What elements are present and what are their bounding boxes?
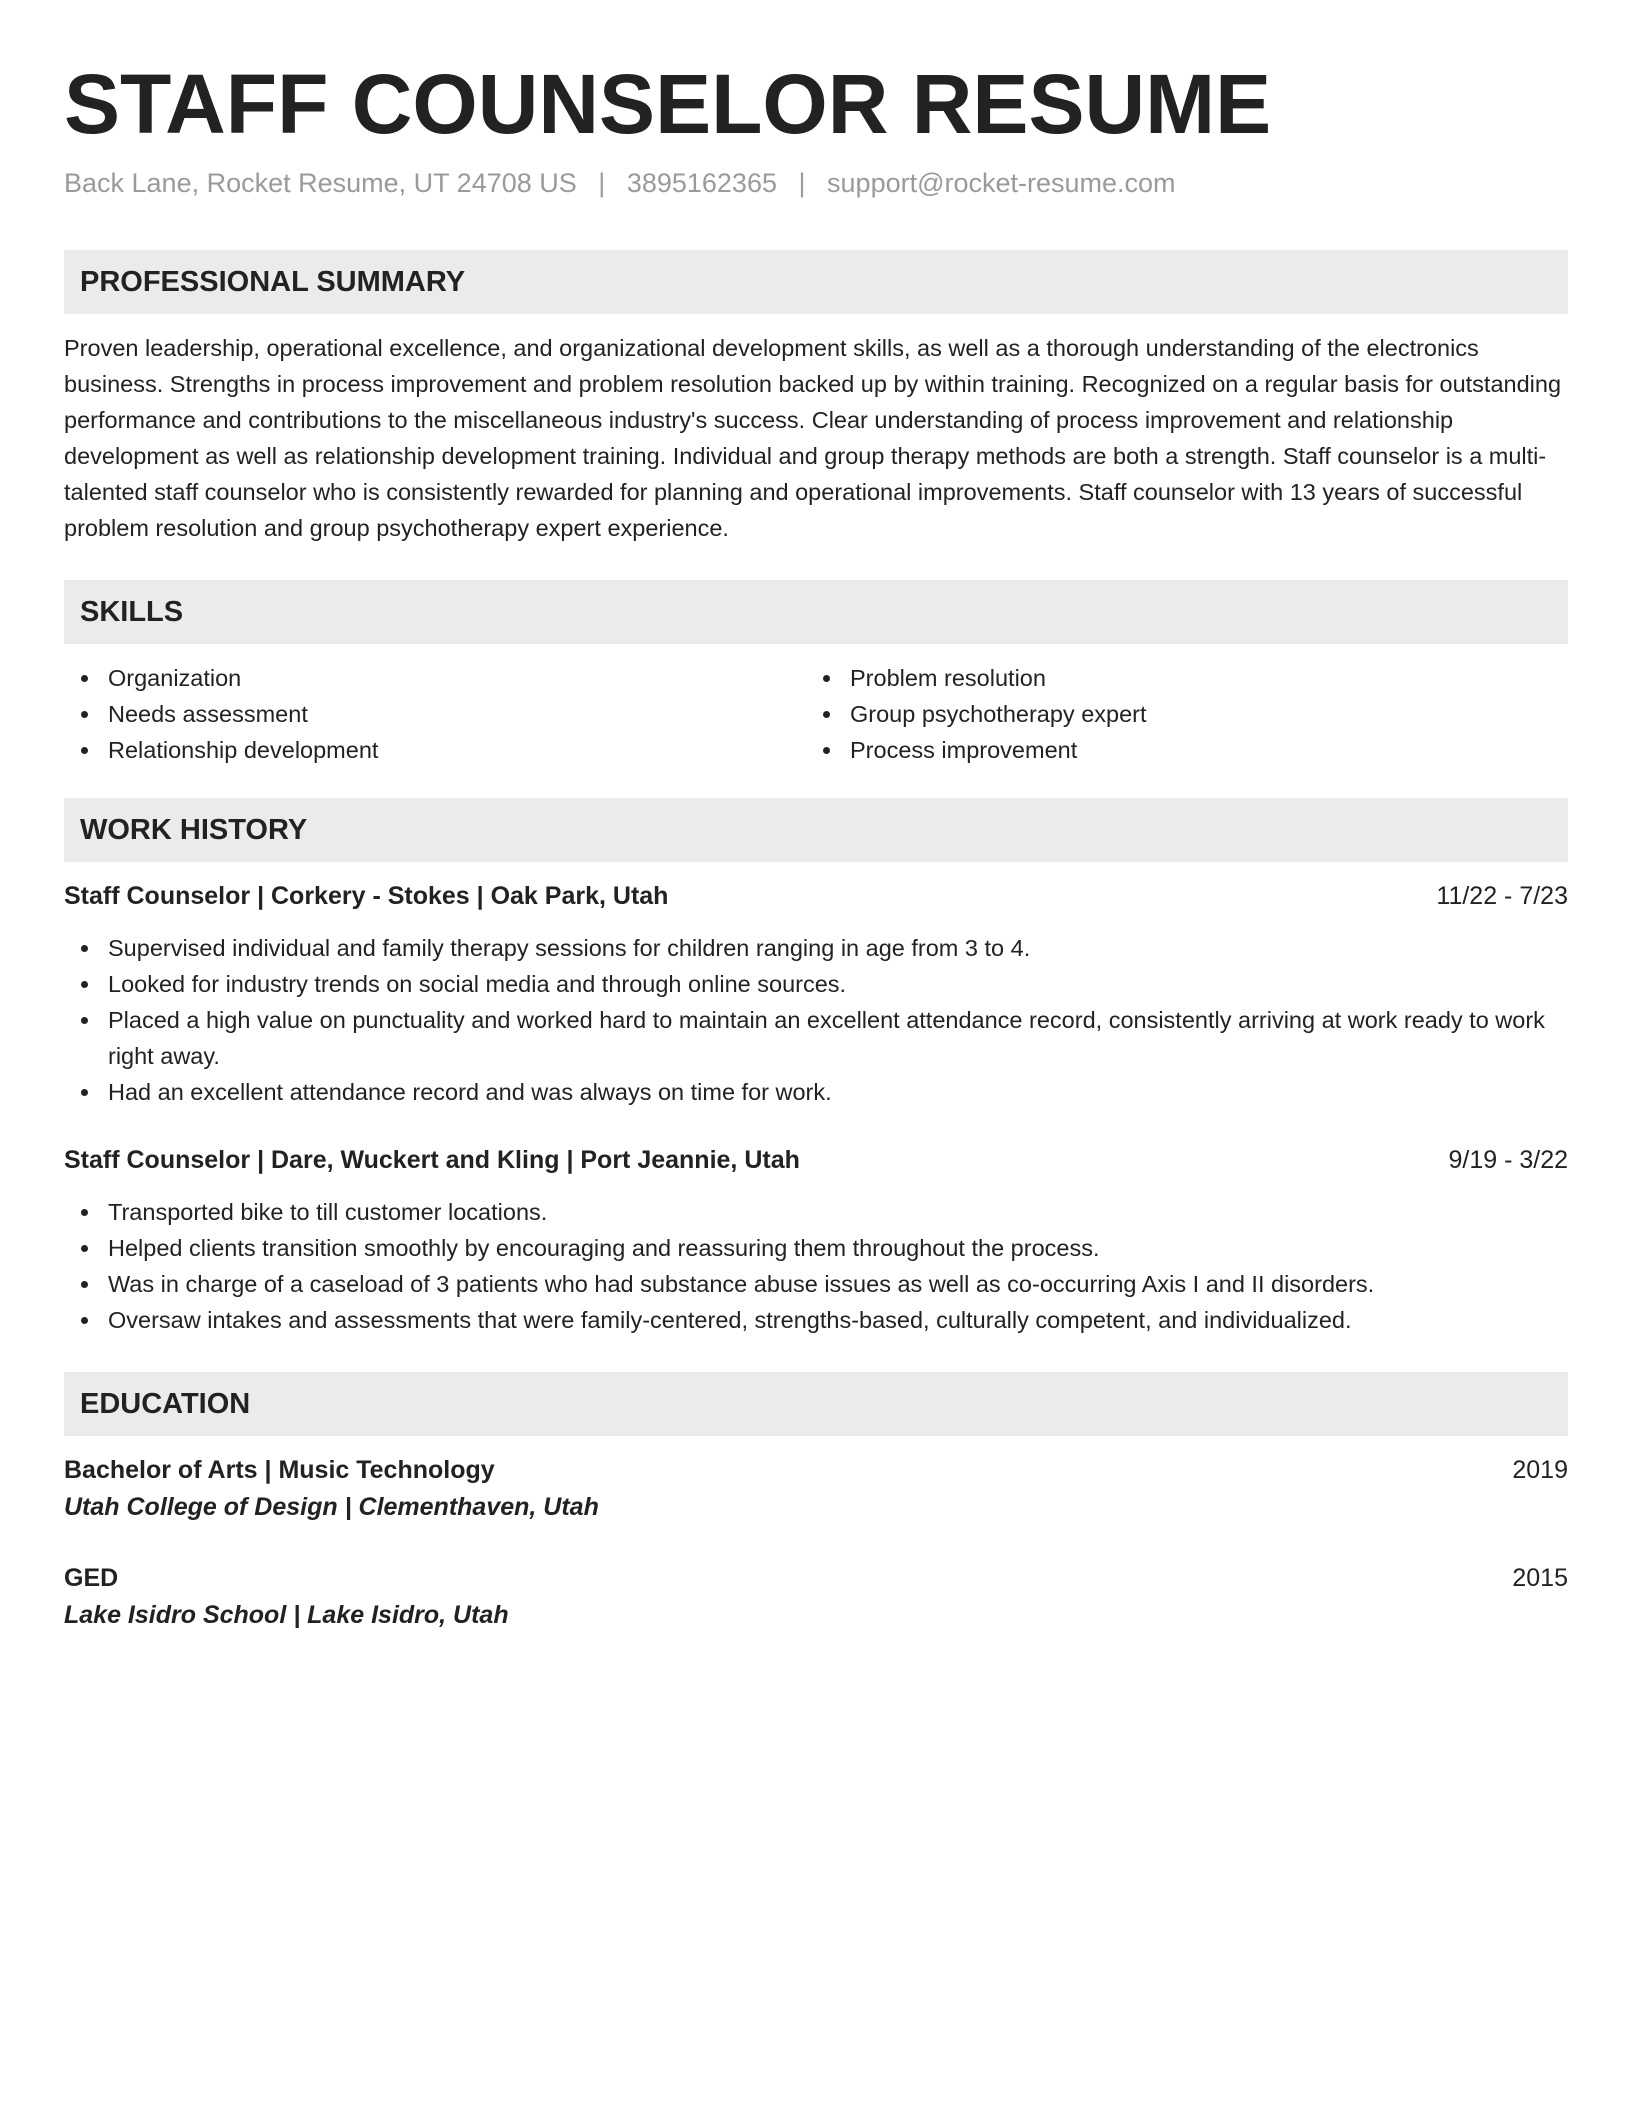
job-bullets xyxy=(64,1194,1568,1338)
bullet-icon xyxy=(81,1281,88,1288)
skill-label: Group psychotherapy expert xyxy=(850,701,1147,727)
bullet-icon xyxy=(81,747,88,754)
job-title: Staff Counselor | Dare, Wuckert and Kling | Port Jeannie, Utah xyxy=(64,1146,800,1174)
bullet-icon xyxy=(81,711,88,718)
bullet-icon xyxy=(81,675,88,682)
skill-item xyxy=(64,696,806,732)
education-header xyxy=(64,1560,1568,1596)
job-title: Staff Counselor | Corkery - Stokes | Oak Park, Utah xyxy=(64,882,669,910)
job-dates: 9/19 - 3/22 xyxy=(1448,1146,1568,1174)
job-bullet xyxy=(64,930,1568,966)
education-year: 2019 xyxy=(1512,1456,1568,1484)
skill-label: Process improvement xyxy=(850,737,1078,763)
education-year: 2015 xyxy=(1512,1564,1568,1592)
skill-item xyxy=(806,696,1548,732)
job-bullet-text: Looked for industry trends on social media and through online sources. xyxy=(108,971,847,997)
job-bullet xyxy=(64,1194,1568,1230)
bullet-icon xyxy=(81,1017,88,1024)
education-degree: GED xyxy=(64,1564,119,1592)
resume-page xyxy=(64,54,1568,1634)
education-school: Utah College of Design | Clementhaven, Utah xyxy=(64,1493,599,1521)
professional-summary-text: Proven leadership, operational excellence, and organizational development skills, as well as a thorough understanding of the electronics business. Strengths in process improvement and problem resolution backed up by within training. Recognized on a regular basis for outstanding performance and contributions to the miscellaneous industry's success. Clear understanding of process improvement and relationship development as well as relationship development training. Individual and group therapy methods are both a strength. Staff counselor is a multi-talented staff counselor who is consistently rewarded for planning and operational improvements. Staff counselor with 13 years of successful problem resolution and group psychotherapy expert experience. xyxy=(64,335,1562,541)
contact-email: support@rocket-resume.com xyxy=(827,168,1176,198)
contact-address: Back Lane, Rocket Resume, UT 24708 US xyxy=(64,168,577,198)
bullet-icon xyxy=(81,1209,88,1216)
contact-separator: | xyxy=(798,168,806,198)
resume-title: STAFF COUNSELOR RESUME xyxy=(64,57,1272,151)
job-bullet-text: Helped clients transition smoothly by encouraging and reassuring them throughout the process. xyxy=(108,1235,1100,1261)
skill-item xyxy=(64,660,806,696)
job-bullet-text: Had an excellent attendance record and was always on time for work. xyxy=(108,1079,832,1105)
education-school: Lake Isidro School | Lake Isidro, Utah xyxy=(64,1601,509,1629)
skills-column-right xyxy=(806,660,1548,768)
job-bullet xyxy=(64,1230,1568,1266)
contact-phone: 3895162365 xyxy=(626,168,777,198)
skill-label: Needs assessment xyxy=(108,701,308,727)
bullet-icon xyxy=(81,945,88,952)
skills-grid xyxy=(64,660,1568,768)
job-entry xyxy=(64,1142,1568,1338)
contact-line xyxy=(64,166,1568,200)
section-header-education: EDUCATION xyxy=(64,1372,1568,1436)
bullet-icon xyxy=(823,675,830,682)
job-bullet-text: Was in charge of a caseload of 3 patients who had substance abuse issues as well as co-occurring Axis I and II disorders. xyxy=(108,1271,1375,1297)
job-header xyxy=(64,1142,1568,1178)
job-bullet xyxy=(64,966,1568,1002)
bullet-icon xyxy=(81,1317,88,1324)
job-bullet-text: Oversaw intakes and assessments that were family-centered, strengths-based, culturally competent, and individualized. xyxy=(108,1307,1352,1333)
bullet-icon xyxy=(81,1089,88,1096)
job-bullet-text: Supervised individual and family therapy sessions for children ranging in age from 3 to 4. xyxy=(108,935,1031,961)
job-bullet-text: Transported bike to till customer locations. xyxy=(108,1199,548,1225)
bullet-icon xyxy=(823,711,830,718)
education-entry xyxy=(64,1452,1568,1526)
skill-item xyxy=(64,732,806,768)
bullet-icon xyxy=(823,747,830,754)
skill-item xyxy=(806,732,1548,768)
section-header-professional-summary: PROFESSIONAL SUMMARY xyxy=(64,250,1568,314)
section-header-skills: SKILLS xyxy=(64,580,1568,644)
skill-item xyxy=(806,660,1548,696)
job-entry xyxy=(64,878,1568,1110)
education-degree: Bachelor of Arts | Music Technology xyxy=(64,1456,495,1484)
job-bullet xyxy=(64,1074,1568,1110)
job-bullet xyxy=(64,1302,1568,1338)
skill-label: Problem resolution xyxy=(850,665,1046,691)
education-header xyxy=(64,1452,1568,1488)
job-bullets xyxy=(64,930,1568,1110)
skill-label: Relationship development xyxy=(108,737,379,763)
job-bullet-text: Placed a high value on punctuality and worked hard to maintain an excellent attendance record, consistently arriving at work ready to work right away. xyxy=(108,1007,1545,1069)
section-header-work-history: WORK HISTORY xyxy=(64,798,1568,862)
job-header xyxy=(64,878,1568,914)
job-bullet xyxy=(64,1002,1568,1074)
job-dates: 11/22 - 7/23 xyxy=(1436,882,1568,910)
contact-separator: | xyxy=(598,168,606,198)
bullet-icon xyxy=(81,1245,88,1252)
job-bullet xyxy=(64,1266,1568,1302)
bullet-icon xyxy=(81,981,88,988)
skills-column-left xyxy=(64,660,806,768)
education-entry xyxy=(64,1560,1568,1634)
skill-label: Organization xyxy=(108,665,242,691)
